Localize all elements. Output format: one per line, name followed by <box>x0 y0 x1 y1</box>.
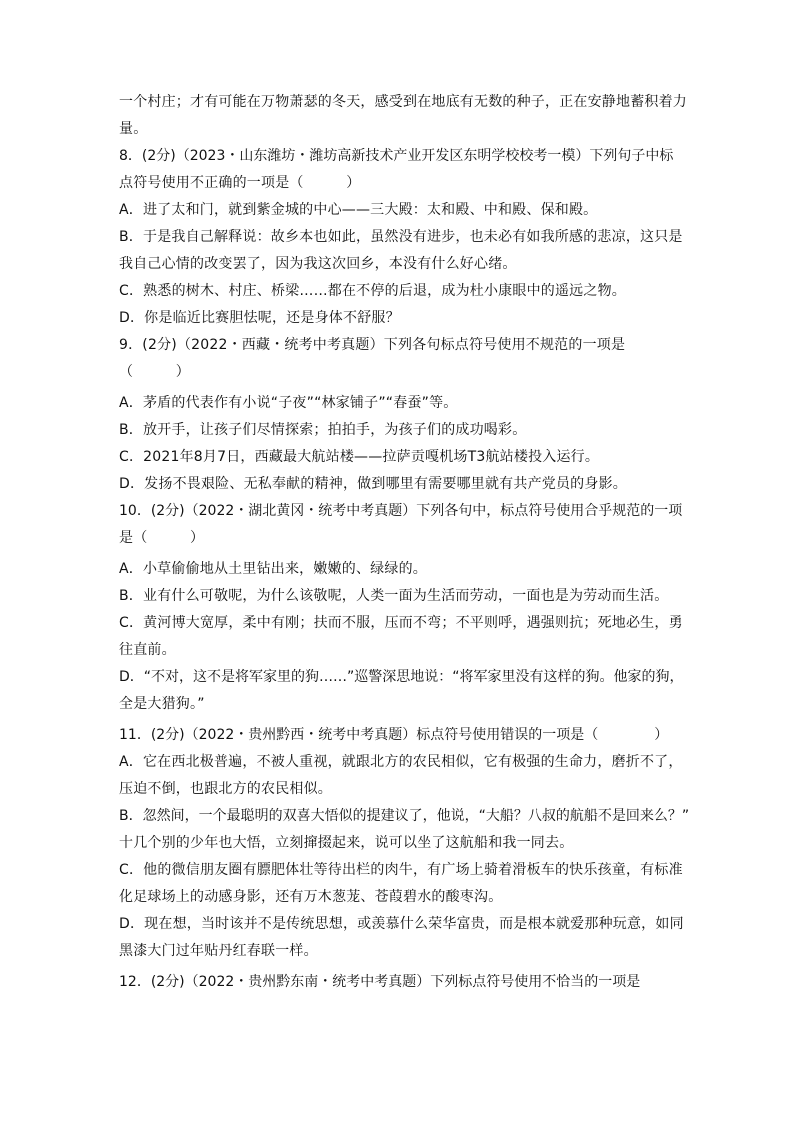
text-line: 我自己心情的改变罢了，因为我这次回乡，本没有什么好心绪。 <box>119 256 517 272</box>
question-9-stem: 9．(2分)（2022・西藏・统考中考真题）下列各句标点符号使用不规范的一项是 <box>119 337 626 353</box>
text-line: 化足球场上的动感身影，还有万木葱茏、苍葭碧水的酸枣沟。 <box>119 889 503 905</box>
text-line: 全是大猎狗。” <box>119 696 205 712</box>
option-a: A．茅盾的代表作有小说“子夜”“林家铺子”“春蚕”等。 <box>119 395 458 411</box>
option-d: D．你是临近比赛胆怯呢，还是身体不舒服？ <box>119 310 400 326</box>
option-a: A．它在西北极普遍，不被人重视，就跟北方的农民相似，它有极强的生命力，磨折不了， <box>119 754 683 770</box>
text-line: （ ） <box>119 364 190 380</box>
text-line: 一个村庄；才有可能在万物萧瑟的冬天，感受到在地底有无数的种子，正在安静地蓄积着力 <box>119 94 687 110</box>
text-line: 点符号使用不正确的一项是（ ） <box>119 175 361 191</box>
option-a: A．进了太和门，就到紫金城的中心——三大殿：太和殿、中和殿、保和殿。 <box>119 202 598 218</box>
option-c: C．他的微信朋友圈有膘肥体壮等待出栏的肉牛，有广场上骑着滑板车的快乐孩童，有标准 <box>119 862 683 878</box>
option-c: C．黄河博大宽厚，柔中有刚；扶而不服，压而不弯；不平则呼，遇强则抗；死地必生，勇 <box>119 615 683 631</box>
question-12-stem: 12．(2分)（2022・贵州黔东南・统考中考真题）下列标点符号使用不恰当的一项是 <box>119 974 641 990</box>
option-d: D．发扬不畏艰险、无私奉献的精神，做到哪里有需要哪里就有共产党员的身影。 <box>119 476 627 492</box>
question-11-stem: 11．(2分)（2022・贵州黔西・统考中考真题）标点符号使用错误的一项是（ ） <box>119 727 669 743</box>
option-b: B．业有什么可敬呢，为什么该敬呢，人类一面为生活而劳动，一面也是为劳动而生活。 <box>119 588 669 604</box>
question-8-stem: 8．(2分)（2023・山东潍坊・潍坊高新技术产业开发区东明学校校考一模）下列句子中标 <box>119 148 674 164</box>
text-line: 是（ ） <box>119 530 205 546</box>
option-d: D．“不对，这不是将军家里的狗……”巡警深思地说：“将军家里没有这样的狗。他家的狗， <box>119 669 684 685</box>
text-line: 十几个别的少年也大悟，立刻撺掇起来，说可以坐了这航船和我一同去。 <box>119 835 574 851</box>
question-10-stem: 10．(2分)（2022・湖北黄冈・统考中考真题）下列各句中，标点符号使用合乎规范的一项 <box>119 503 683 519</box>
option-b: B．放开手，让孩子们尽情探索；拍拍手，为孩子们的成功喝彩。 <box>119 422 527 438</box>
option-a: A．小草偷偷地从土里钻出来，嫩嫩的、绿绿的。 <box>119 561 427 577</box>
text-line: 黑漆大门过年贴丹红春联一样。 <box>119 943 318 959</box>
option-c: C．熟悉的树木、村庄、桥梁……都在不停的后退，成为杜小康眼中的遥远之物。 <box>119 283 626 299</box>
option-d: D．现在想，当时该并不是传统思想，或羡慕什么荣华富贵，而是根本就爱那种玩意，如同 <box>119 916 684 932</box>
option-b: B．忽然间，一个最聪明的双喜大悟似的提建议了，他说，“大船？八叔的航船不是回来么？” <box>119 808 690 824</box>
text-line: 量。 <box>119 121 148 137</box>
option-b: B．于是我自己解释说：故乡本也如此，虽然没有进步，也未必有如我所感的悲凉，这只是 <box>119 229 683 245</box>
text-line: 往直前。 <box>119 642 176 658</box>
text-line: 压迫不倒，也跟北方的农民相似。 <box>119 781 332 797</box>
option-c: C．2021年8月7日，西藏最大航站楼——拉萨贡嘎机场T3航站楼投入运行。 <box>119 449 600 465</box>
